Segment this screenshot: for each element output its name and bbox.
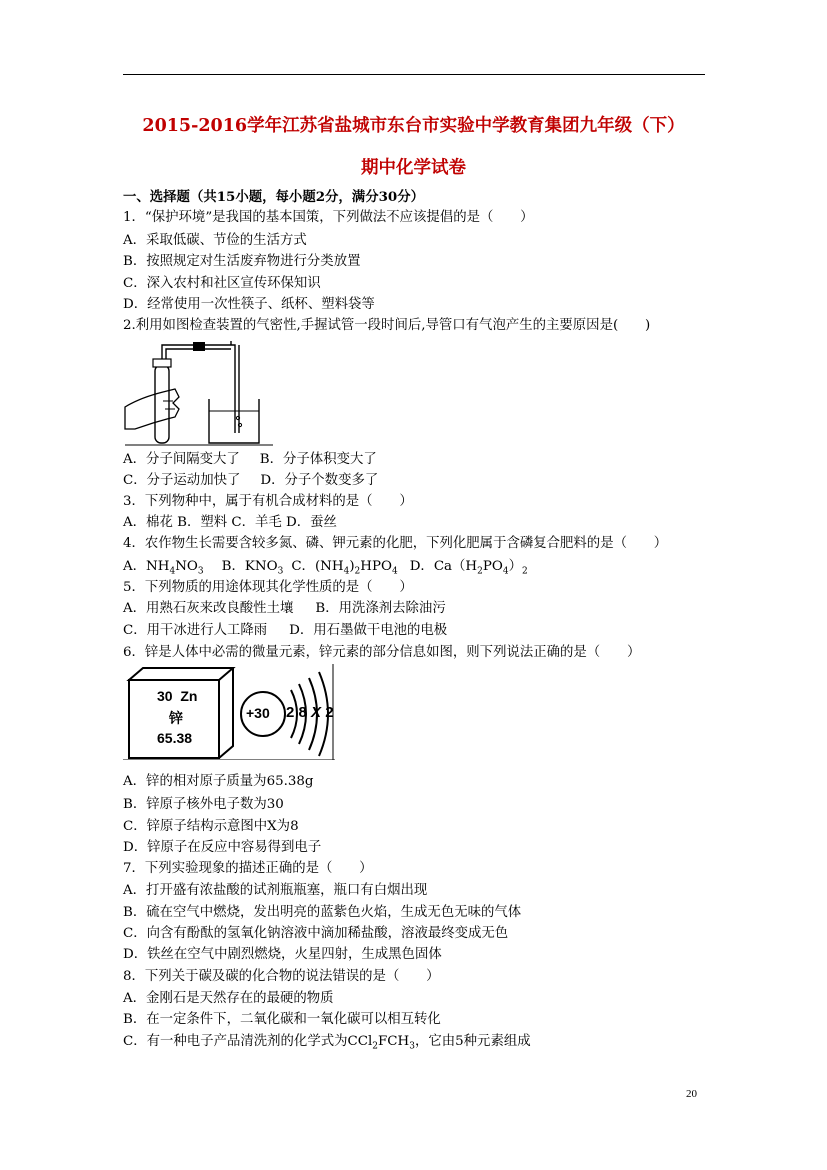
question-2-option-c: C．分子运动加快了	[123, 473, 241, 488]
question-7-option-a: A．打开盛有浓盐酸的试剂瓶瓶塞，瓶口有白烟出现	[123, 883, 428, 898]
zinc-name: 锌	[169, 711, 183, 727]
question-2-option-b: B．分子体积变大了	[259, 452, 377, 467]
question-2-options-row1	[123, 450, 377, 470]
question-2-stem: 2.利用如图检查装置的气密性,手握试管一段时间后,导管口有气泡产生的主要原因是( )	[123, 318, 651, 333]
question-6-option-a: A．锌的相对原子质量为65.38g	[123, 774, 314, 789]
question-5-option-d: D．用石墨做干电池的电极	[289, 623, 448, 638]
question-5-options-row1	[123, 599, 446, 619]
question-2-options-row2	[123, 471, 378, 491]
question-7-option-b: B．硫在空气中燃烧，发出明亮的蓝紫色火焰，生成无色无味的气体	[123, 905, 522, 920]
zinc-shell-2: 8	[298, 704, 307, 721]
section-heading: 一、选择题（共15小题，每小题2分，满分30分）	[123, 189, 425, 205]
page-title-line2: 期中化学试卷	[361, 158, 466, 178]
question-5-option-a: A．用熟石灰来改良酸性土壤	[123, 601, 294, 616]
page-title-line1: 2015-2016学年江苏省盐城市东台市实验中学教育集团九年级（下）	[142, 116, 685, 136]
airtight-check-figure	[123, 337, 275, 447]
question-5-options-row2	[123, 621, 447, 641]
zinc-atomic-number: 30	[157, 688, 173, 704]
zinc-shell-4: 2	[325, 704, 334, 721]
question-5-option-c: C．用干冰进行人工降雨	[123, 623, 268, 638]
question-6-option-c: C．锌原子结构示意图中X为8	[123, 819, 299, 834]
question-1-option-b: B．按照规定对生活废弃物进行分类放置	[123, 254, 361, 269]
question-5-stem: 5．下列物质的用途体现其化学性质的是（ ）	[123, 580, 413, 595]
question-3-options: A．棉花 B．塑料 C．羊毛 D．蚕丝	[123, 515, 337, 530]
zinc-shell-1: 2	[286, 704, 295, 721]
question-6-option-b: B．锌原子核外电子数为30	[123, 797, 284, 812]
question-8-option-b: B．在一定条件下，二氧化碳和一氧化碳可以相互转化	[123, 1012, 441, 1027]
question-8-stem: 8．下列关于碳及碳的化合物的说法错误的是（ ）	[123, 969, 440, 984]
question-1-option-c: C．深入农村和社区宣传环保知识	[123, 276, 321, 291]
header-rule	[123, 74, 705, 75]
question-6-option-d: D．锌原子在反应中容易得到电子	[123, 840, 322, 855]
page-number: 20	[686, 1088, 697, 1100]
question-8-option-c: C．有一种电子产品清洗剂的化学式为$CCl_2FCH_3$，它由5种元素组成	[123, 1034, 531, 1052]
question-3-stem: 3．下列物种中，属于有机合成材料的是（ ）	[123, 494, 413, 509]
question-1-option-d: D．经常使用一次性筷子、纸杯、塑料袋等	[123, 297, 375, 312]
question-2-option-a: A．分子间隔变大了	[123, 452, 240, 467]
question-7-option-c: C．向含有酚酞的氢氧化钠溶液中滴加稀盐酸，溶液最终变成无色	[123, 926, 509, 941]
question-1-stem: 1．“保护环境”是我国的基本国策，下列做法不应该提倡的是（ ）	[123, 210, 534, 225]
zinc-nucleus-charge: +30	[246, 705, 270, 721]
zinc-element-figure	[123, 664, 335, 760]
question-8-option-a: A．金刚石是天然存在的最硬的物质	[123, 991, 334, 1006]
question-7-option-d: D．铁丝在空气中剧烈燃烧，火星四射，生成黑色固体	[123, 947, 442, 962]
zinc-symbol: Zn	[180, 688, 198, 704]
zinc-atomic-mass: 65.38	[157, 730, 193, 746]
question-1-option-a: A．采取低碳、节俭的生活方式	[123, 233, 307, 248]
question-2-option-d: D．分子个数变多了	[260, 473, 379, 488]
question-6-stem: 6．锌是人体中必需的微量元素，锌元素的部分信息如图，则下列说法正确的是（ ）	[123, 645, 641, 660]
question-4-options: A．$NH_4NO_3$ B．$KNO_3$ C．$(NH_4)_2HPO_4$ D．$Ca(H_2PO_4)_2$	[123, 559, 528, 577]
question-7-stem: 7．下列实验现象的描述正确的是（ ）	[123, 861, 373, 876]
zinc-shell-3: X	[311, 704, 322, 721]
question-5-option-b: B．用洗涤剂去除油污	[315, 601, 446, 616]
question-4-stem: 4．农作物生长需要含较多氮、磷、钾元素的化肥，下列化肥属于含磷复合肥料的是（ ）	[123, 536, 668, 551]
